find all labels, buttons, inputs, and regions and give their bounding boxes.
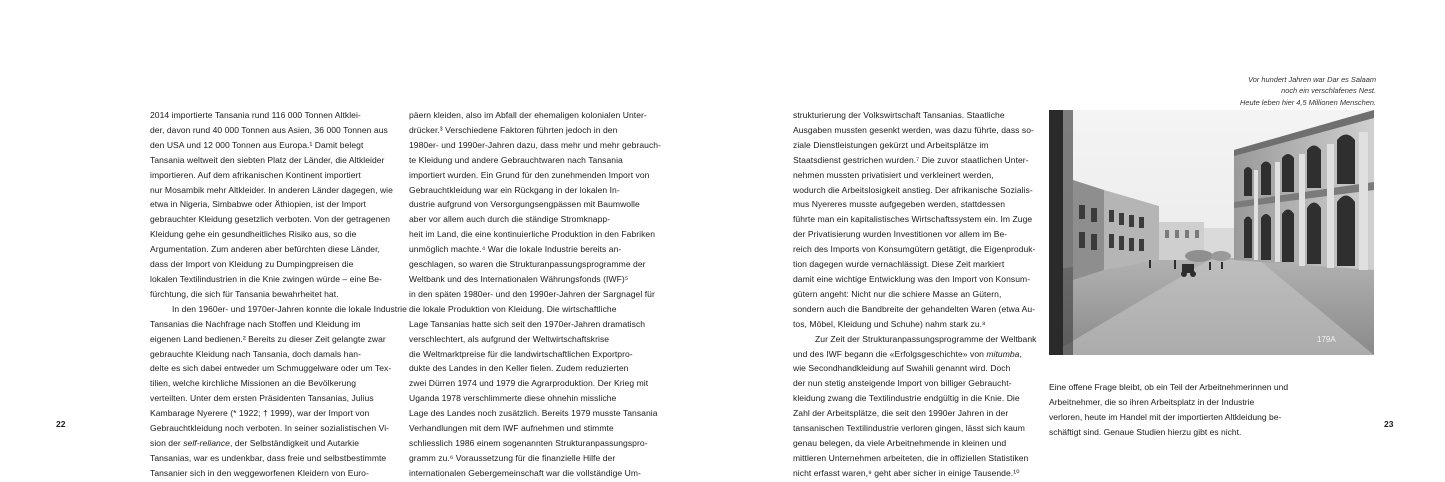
text-line: wie Secondhandkleidung auf Swahili genannt wird. Doch (793, 363, 1011, 374)
text-line: Tansanier sich in den weggeworfenen Kleidern von Euro- (150, 467, 369, 478)
text-line: in den späten 1980er- und den 1990er-Jahren der Sargnagel für (409, 288, 655, 299)
text-line: In den 1960er- und 1970er-Jahren konnte die lokale Industrie (172, 303, 407, 314)
text-line: mittleren Unternehmen arbeiteten, die in offiziellen Statistiken (793, 452, 1029, 463)
photo-text-line: verloren, heute im Handel mit der importierten Altkleidung be- (1049, 411, 1282, 422)
text-line: nehmen mussten privatisiert und verkleinert werden, (793, 169, 994, 180)
text-line: drücker.³ Verschiedene Faktoren führten jedoch in den (409, 124, 618, 135)
text-line: nicht erfasst waren,⁹ geht aber sicher in einige Tausende.¹⁰ (793, 467, 1020, 478)
text-line: dustrie aufgrund von Versorgungsengpässen mit Baumwolle (409, 199, 640, 210)
text-line: päern kleiden, also im Abfall der ehemaligen kolonialen Unter- (409, 110, 647, 120)
text-line: 1980er- und 1990er-Jahren dazu, dass mehr und mehr gebrauch- (409, 139, 661, 150)
text-line: ziale Dienstleistungen gekürzt und Arbeitsplätze im (793, 139, 989, 150)
historic-street-photo (1049, 110, 1374, 355)
text-line: Tansanias, war es undenkbar, dass freie und selbstbestimmte (150, 452, 387, 463)
text-line: wodurch die Arbeitslosigkeit anstieg. Der afrikanische Sozialis- (793, 184, 1033, 195)
text-line: tilien, welche kirchliche Missionen an die Bevölkerung (150, 378, 357, 389)
text-line: delte es sich dabei entweder um Schmuggelware oder um Tex- (150, 363, 392, 374)
text-line: der, davon rund 40 000 Tonnen aus Asien, 36 000 Tonnen aus (150, 124, 388, 135)
text-line: tion dagegen wurde vernachlässigt. Diese Zeit markiert (793, 259, 1005, 270)
text-line: und des IWF begann die «Erfolgsgeschichte» von mitumba, (793, 348, 1022, 359)
text-line: Gebrauchtkleidung war ein Rückgang in der lokalen In- (409, 184, 620, 195)
page-number-left: 22 (56, 419, 66, 429)
text-line: internationalen Gebergemeinschaft war die vollständige Um- (409, 467, 641, 478)
text-line: Lage des Landes noch zusätzlich. Bereits 1979 musste Tansania (409, 408, 658, 419)
text-line: Kleidung gehe ein gesundheitliches Risiko aus, so die (150, 229, 357, 240)
text-line: dass der Import von Kleidung zu Dumpingpreisen die (150, 259, 354, 270)
text-line: mus Nyereres musste aufgegeben werden, stattdessen (793, 199, 1006, 210)
text-line: lokalen Textilindustrien in die Knie zwingen würde – eine Be- (150, 273, 382, 284)
text-line: Gebrauchtkleidung noch verboten. In seiner sozialistischen Vi- (150, 423, 390, 434)
text-line: eigenen Land bedienen.² Bereits zu dieser Zeit gelangte zwar (150, 333, 386, 344)
text-line: gütern angeht: Nicht nur die schiere Masse an Gütern, (793, 288, 1002, 299)
text-line: gramm zu.⁶ Voraussetzung für die finanzielle Hilfe der (409, 452, 616, 463)
photo-text-line: Arbeitnehmer, die so ihren Arbeitsplatz in der Industrie (1049, 396, 1255, 407)
text-column-1 (150, 108, 407, 481)
text-line: kleidung zwang die Textilindustrie endgültig in die Knie. Die (793, 393, 1020, 404)
text-line: tos, Möbel, Kleidung und Schuhe) nahm stark zu.⁸ (793, 318, 986, 329)
text-line: sondern auch die Bandbreite der gehandelten Waren (etwa Au- (793, 303, 1036, 314)
text-line: führte man ein kapitalistisches Wirtschaftssystem ein. Im Zuge (793, 214, 1033, 225)
caption-line: Vor hundert Jahren war Dar es Salaam (1248, 75, 1376, 84)
text-line: damit eine wichtige Entwicklung was den Import von Konsum- (793, 273, 1031, 284)
text-line: nur Mosambik mehr Altkleider. In anderen Länder dagegen, wie (150, 184, 393, 195)
text-column-2 (409, 108, 661, 481)
photo-text (1049, 380, 1389, 440)
text-column-3 (793, 108, 1037, 481)
text-line: den USA und 12 000 Tonnen aus Europa.¹ Damit belegt (150, 139, 364, 150)
text-line: gebrauchter Kleidung gesetzlich verboten. Von der getragenen (150, 214, 391, 225)
text-line: tansanischen Textilindustrie verloren gingen, lässt sich kaum (793, 423, 1025, 434)
text-line: strukturierung der Volkswirtschaft Tansanias. Staatliche (793, 110, 1005, 120)
text-line: Tansanias die Nachfrage nach Stoffen und Kleidung im (150, 318, 361, 329)
text-line: Ausgaben mussten gesenkt werden, was dazu führte, dass so- (793, 124, 1034, 135)
text-line: importieren. Auf dem afrikanischen Kontinent importiert (150, 169, 361, 180)
text-line: Tansania weltweit den siebten Platz der Länder, die Altkleider (150, 154, 385, 165)
photo-text-line: schäftigt sind. Genaue Studien hierzu gibt es nicht. (1049, 426, 1242, 437)
text-line: der Privatisierung wurden Investitionen vor allem im Be- (793, 229, 1008, 240)
text-line: dukte des Landes in den Keller fielen. Zudem reduzierten (409, 363, 629, 374)
text-line: zwei Dürren 1974 und 1979 die Agrarproduktion. Der Krieg mit (409, 378, 649, 389)
text-line: unmöglich machte.⁴ War die lokale Industrie bereits an- (409, 244, 622, 255)
text-line: Verhandlungen mit dem IWF aufnehmen und stimmte (409, 423, 614, 434)
text-line: Staatsdienst gestrichen wurden.⁷ Die zuvor staatlichen Unter- (793, 154, 1029, 165)
text-line: te Kleidung und andere Gebrauchtwaren nach Tansania (409, 154, 623, 165)
text-line: Uganda 1978 verschlimmerte diese ohnehin missliche (409, 393, 617, 404)
text-line: fürchtung, die sich für Tansania bewahrheitet hat. (150, 288, 339, 299)
text-line: schliesslich 1986 einem sogenannten Strukturanpassungspro- (409, 437, 648, 448)
text-line: Argumentation. Zum anderen aber befürchten diese Länder, (150, 244, 380, 255)
photo-caption (1240, 74, 1376, 108)
text-line: reich des Imports von Konsumgütern getätigt, die Eigenproduk- (793, 244, 1036, 255)
text-line: etwa in Nigeria, Simbabwe oder Äthiopien, ist der Import (150, 199, 367, 210)
caption-line: Heute leben hier 4,5 Millionen Menschen. (1240, 97, 1376, 107)
photo-label: 179A (1317, 335, 1336, 344)
text-line: aber vor allem auch durch die ständige Stromknapp- (409, 214, 611, 225)
text-line: verschlechtert, als aufgrund der Weltwirtschaftskrise (409, 333, 610, 344)
text-line: gebrauchte Kleidung nach Tansania, doch damals han- (150, 348, 361, 359)
photo-text-line: Eine offene Frage bleibt, ob ein Teil der Arbeitnehmerinnen und (1049, 382, 1289, 392)
text-line: die lokale Produktion von Kleidung. Die wirtschaftliche (409, 303, 617, 314)
text-line: 2014 importierte Tansania rund 116 000 Tonnen Altklei- (150, 110, 361, 120)
text-line: Kambarage Nyerere (* 1922; † 1999), war der Import von (150, 408, 370, 419)
text-line: der nun stetig ansteigende Import von billiger Gebraucht- (793, 378, 1012, 389)
text-line: verteilten. Unter dem ersten Präsidenten Tansanias, Julius (150, 393, 374, 404)
text-line: importiert wurden. Ein Grund für den zunehmenden Import von (409, 169, 650, 180)
text-line: sion der self-reliance, der Selbständigkeit und Autarkie (150, 437, 360, 448)
text-line: die Weltmarktpreise für die landwirtschaftlichen Exportpro- (409, 348, 633, 359)
caption-line: noch ein verschlafenes Nest. (1281, 86, 1376, 96)
text-line: Zur Zeit der Strukturanpassungsprogramme der Weltbank (815, 333, 1037, 344)
text-line: genau belegen, da viele Arbeitnehmende in kleinen und (793, 437, 1007, 448)
text-line: heit im Land, die eine kontinuierliche Produktion in den Fabriken (409, 229, 656, 240)
text-line: geschlagen, so waren die Strukturanpassungsprogramme der (409, 259, 646, 270)
text-line: Zahl der Arbeitsplätze, die seit den 1990er Jahren in der (793, 408, 1009, 419)
text-line: Weltbank und des Internationalen Währungsfonds (IWF)⁵ (409, 273, 629, 284)
page-number-right: 23 (1384, 419, 1394, 429)
text-line: Lage Tansanias hatte sich seit den 1970er-Jahren dramatisch (409, 318, 646, 329)
